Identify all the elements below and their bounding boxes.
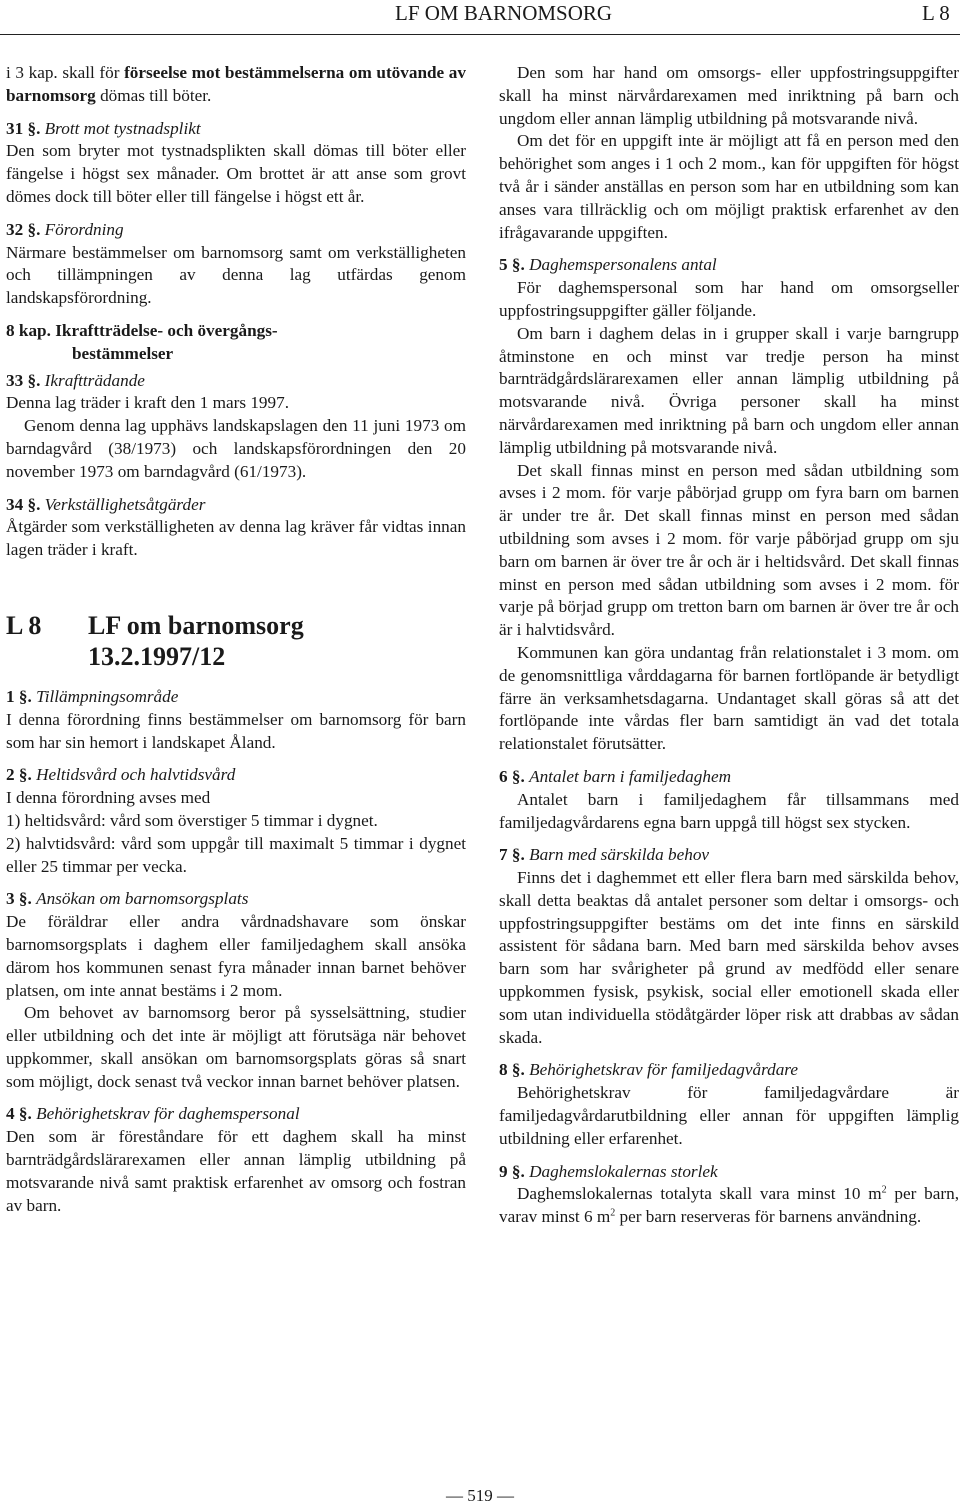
section-32-heading <box>6 219 466 242</box>
section-4-heading <box>6 1103 466 1126</box>
section-number: 31 §. <box>6 118 41 138</box>
page-header <box>0 0 960 28</box>
section-number: 3 §. <box>6 889 32 909</box>
section-7-text: Finns det i daghemmet ett eller flera barn med särskilda behov, skall detta beaktas då antalet personer som deltar i omsorgs- och uppfostringsuppgifter bestäms om det inte finns en särskild assistent för sådana barn. Med barn med särskilda behov avses barn som har svårigheter på grund av medfödd eller senare uppkommen fysisk, psykisk, social eller emotionell skada eller som utan individuella stödåtgärder löper risk att drabbas av sådan skada. <box>499 868 959 1047</box>
superscript: 2 <box>610 1207 616 1219</box>
intro-text-bold: förseelse mot bestämmelserna om utövande av barnomsorg <box>6 63 466 105</box>
law-title-block <box>6 610 466 672</box>
section-2-text-2: 1) heltidsvård: vård som överstiger 5 timmar i dygnet. <box>6 810 378 830</box>
section-7-heading <box>499 844 959 867</box>
section-number: 34 §. <box>6 494 41 514</box>
intro-paragraph <box>6 62 466 108</box>
section-3-heading <box>6 888 466 911</box>
law-title: LF om barnomsorg <box>88 610 304 640</box>
section-9-text-c: per barn reserveras för barnens användning. <box>615 1207 922 1227</box>
section-number: 6 §. <box>499 766 525 786</box>
section-6-heading <box>499 766 959 789</box>
right-text-2: Om det för en uppgift inte är möjligt att få en person med den behörighet som anges i 1 och 2 mom., kan för uppgiften för högst två år i sänder anställas en person som har en utbildning som kan anses vara tillräcklig och om möjligt praktisk erfarenhet av den ifrågavarande uppgiften. <box>499 131 959 242</box>
section-2-text-1: I denna förordning avses med <box>6 788 211 808</box>
section-number: 7 §. <box>499 845 525 865</box>
section-6-text: Antalet barn i familjedaghem får tillsammans med familjedagvårdarens egna barn uppgå till högst sex stycken. <box>499 789 959 832</box>
section-number: 8 §. <box>499 1060 525 1080</box>
right-column <box>499 62 959 1229</box>
section-2-text-3: 2) halvtidsvård: vård som uppgår till maximalt 5 timmar i dygnet eller 25 timmar per vecka. <box>6 833 466 876</box>
section-number: 4 §. <box>6 1104 32 1124</box>
chapter-line-1: 8 kap. Ikraftträdelse- och övergångs- <box>6 320 278 340</box>
header-divider <box>0 34 960 35</box>
section-title: Ikraftträdande <box>44 370 145 390</box>
section-5-text-4: Kommunen kan göra undantag från relationstalet i 3 mom. om de genomsnittliga vårddagarna för barnen fortlöpande är betydligt färre än verksamhetsdagarna. Undantaget skall göras så att det fortlöpande inte vårdas fler barn samtidigt än vad det totala relationstalet förutsätter. <box>499 642 959 754</box>
section-title: Ansökan om barnomsorgsplats <box>36 889 249 909</box>
intro-text-a: i 3 kap. skall för <box>6 63 125 82</box>
section-title: Tillämpningsområde <box>36 686 179 706</box>
section-8-heading <box>499 1059 959 1082</box>
section-32-text: Närmare bestämmelser om barnomsorg samt om verkställigheten och tillämpningen av denna lag utfärdas genom landskapsförordning. <box>6 242 466 308</box>
intro-text-c: dömas till böter. <box>95 85 212 105</box>
section-number: 33 §. <box>6 370 41 390</box>
chapter-line-2: bestämmelser <box>72 343 174 363</box>
section-9-text <box>499 1183 959 1229</box>
section-number: 5 §. <box>499 255 525 275</box>
section-34-text: Åtgärder som verkställigheten av denna lag kräver får vidtas innan lagen träder i kraft. <box>6 517 466 560</box>
section-title: Behörighetskrav för daghemspersonal <box>36 1104 300 1124</box>
section-31-text: Den som bryter mot tystnadsplikten skall dömas till böter eller fängelse i högst sex månader. Om brottet är att anse som grovt dömes dock till böter eller till fängelse i högst ett år. <box>6 141 466 206</box>
section-5-text-1: För daghemspersonal som har hand om omsorgseller uppfostringsuppgifter gäller följande. <box>499 278 959 320</box>
section-1-heading <box>6 686 466 709</box>
section-4-text: Den som är föreståndare för ett daghem skall ha minst barnträdgårdslärarexamen eller annan lämplig utbildning på motsvarande nivå samt praktisk erfarenhet av omsorg och fostran av barn. <box>6 1127 466 1215</box>
section-title: Verkställighetsåtgärder <box>44 494 206 514</box>
superscript: 2 <box>881 1184 887 1196</box>
section-33-text-2: Genom denna lag upphävs landskapslagen den 11 juni 1973 om barndagvård (38/1973) och landskapsförordningen den 20 november 1973 om barndagvård (61/1973). <box>6 416 466 481</box>
section-2-heading <box>6 764 466 787</box>
section-9-text-a: Daghemslokalernas totalyta skall vara minst 10 m <box>517 1184 882 1204</box>
law-code-header: L 8 <box>922 1 950 25</box>
section-title: Daghemspersonalens antal <box>529 255 717 275</box>
section-5-heading <box>499 254 959 277</box>
section-9-heading <box>499 1161 959 1184</box>
section-title: Heltidsvård och halvtidsvård <box>36 765 236 785</box>
section-3-text-2: Om behovet av barnomsorg beror på sysselsättning, studier eller utbildning och det inte är möjligt att förutsäga när behovet uppkommer, skall ansökan om barnomsorgsplats göras så snart som möjligt, dock senast två veckor innan barnet behöver platsen. <box>6 1003 466 1091</box>
section-8-text: Behörighetskrav för familjedagvårdare är familjedagvårdarutbildning eller annan för uppgiften lämplig utbildning eller erfarenhet. <box>499 1083 959 1148</box>
page-footer <box>0 1486 960 1506</box>
page-number: — 519 — <box>446 1486 514 1505</box>
chapter-8-heading <box>6 320 466 366</box>
section-title: Barn med särskilda behov <box>529 845 710 865</box>
left-column <box>6 62 466 1217</box>
section-title: Förordning <box>44 219 124 239</box>
section-title: Brott mot tystnadsplikt <box>44 118 201 138</box>
right-text-1: Den som har hand om omsorgs- eller uppfostringsuppgifter skall ha minst närvårdarexamen med inriktning på barn och ungdom eller annan lämplig utbildning på motsvarande nivå. <box>499 63 959 128</box>
section-1-text: I denna förordning finns bestämmelser om barnomsorg för barn som har sin hemort i landskapet Åland. <box>6 709 466 752</box>
section-33-text-1: Denna lag träder i kraft den 1 mars 1997. <box>6 393 290 413</box>
section-number: 2 §. <box>6 765 32 785</box>
section-5-text-3: Det skall finnas minst en person med sådan utbildning som avses i 2 mom. för varje påbörjad grupp om fyra barn om barnen är under tre år. Det skall finnas minst en person med sådan utbildning som avses i 2 mom. för varje påbörjad grupp om sju barn om barnen är över tre år och är i heltidsvård. Det skall finnas minst en person med sådan utbildning som avses i 2 mom. för varje på börjad grupp om tretton barn om barnen är över tre år och är i halvtidsvård. <box>499 460 959 640</box>
section-9-text-b: per barn, varav minst 6 m <box>499 1184 959 1227</box>
section-number: 9 §. <box>499 1161 525 1181</box>
section-5-text-2: Om barn i daghem delas in i grupper skall i varje barngrupp åtminstone en och minst var tredje person ha minst barnträdgårdslärarexamen eller annan lämplig utbildning på motsvarande nivå. Övriga personer skall ha minst närvårdarexamen med inriktning på barn och ungdom eller annan lämplig utbildning på motsvarande nivå. <box>499 323 959 457</box>
section-title: Behörighetskrav för familjedagvårdare <box>529 1060 798 1080</box>
section-34-heading <box>6 494 466 517</box>
section-31-heading <box>6 118 466 141</box>
law-date: 13.2.1997/12 <box>88 641 226 671</box>
section-title: Daghemslokalernas storlek <box>529 1161 718 1181</box>
law-code: L 8 <box>6 610 42 640</box>
section-title: Antalet barn i familjedaghem <box>529 766 732 786</box>
section-number: 1 §. <box>6 686 32 706</box>
running-title: LF OM BARNOMSORG <box>395 1 613 25</box>
section-33-heading <box>6 370 466 393</box>
section-3-text-1: De föräldrar eller andra vårdnadshavare som önskar barnomsorgsplats i daghem eller familjedaghem skall ansöka därom hos kommunen senast fyra månader innan barnet behöver platsen, om inte annat bestäms i 2 mom. <box>6 912 466 1000</box>
section-number: 32 §. <box>6 219 41 239</box>
